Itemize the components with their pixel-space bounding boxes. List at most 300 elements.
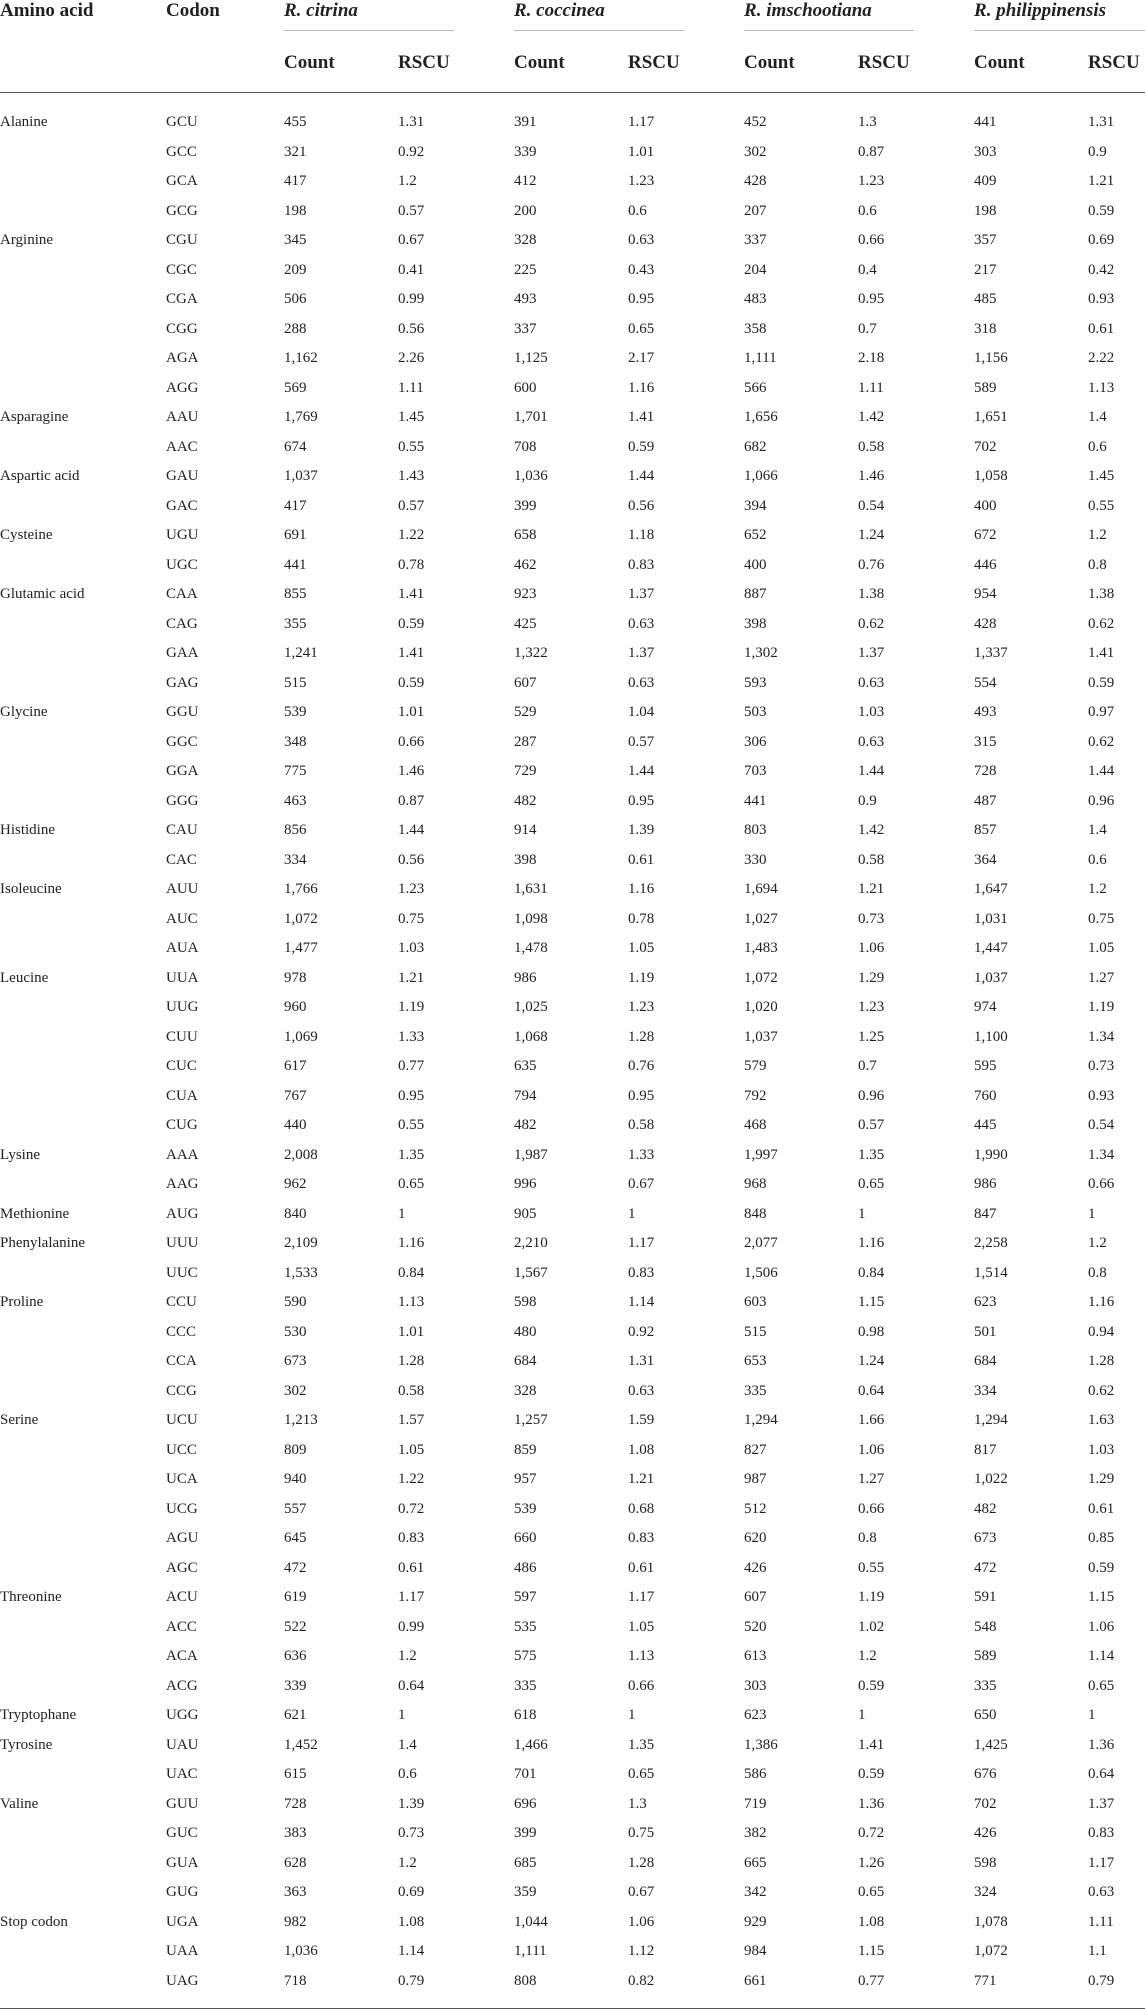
rscu-cell: 1.2: [1088, 527, 1107, 544]
table-row: [0, 285, 1145, 315]
table-row: [0, 315, 1145, 345]
rscu-cell: 0.75: [398, 910, 425, 927]
rscu-cell: 0.67: [628, 1884, 655, 1901]
count-cell: 623: [974, 1294, 997, 1311]
count-cell: 1,036: [284, 1943, 318, 1960]
codon-cell: CUG: [166, 1117, 198, 1134]
rscu-cell: 1.16: [398, 1235, 425, 1252]
count-cell: 1,386: [744, 1736, 778, 1753]
rscu-cell: 1.12: [628, 1943, 655, 1960]
count-cell: 960: [284, 999, 307, 1016]
codon-cell: UCG: [166, 1500, 198, 1517]
rscu-cell: 1.11: [398, 379, 424, 396]
codon-cell: UGA: [166, 1913, 199, 1930]
rscu-cell: 0.96: [858, 1087, 885, 1104]
header-row-metrics: [0, 34, 1145, 93]
count-cell: 775: [284, 763, 307, 780]
rscu-cell: 1.3: [858, 114, 877, 131]
count-cell: 1,651: [974, 409, 1008, 426]
amino-acid-cell: [0, 1819, 166, 1849]
amino-acid-cell: Histidine: [0, 822, 55, 839]
count-cell: 335: [514, 1677, 537, 1694]
rscu-cell: 1.06: [858, 1441, 885, 1458]
codon-cell: AGC: [166, 1559, 198, 1576]
rscu-cell: 1.06: [628, 1913, 655, 1930]
rscu-cell: 1.06: [1088, 1618, 1115, 1635]
table-row: [0, 1170, 1145, 1200]
count-cell: 1,100: [974, 1028, 1008, 1045]
count-cell: 1,037: [974, 969, 1008, 986]
rscu-cell: 0.65: [1088, 1677, 1115, 1694]
rscu-cell: 1.29: [1088, 1471, 1115, 1488]
count-cell: 617: [284, 1058, 307, 1075]
rscu-cell: 1.37: [628, 586, 655, 603]
count-cell: 957: [514, 1471, 537, 1488]
rscu-cell: 0.73: [398, 1825, 425, 1842]
count-cell: 1,072: [744, 969, 778, 986]
amino-acid-cell: Stop codon: [0, 1913, 68, 1930]
rscu-cell: 0.65: [628, 320, 655, 337]
count-cell: 1,987: [514, 1146, 548, 1163]
count-cell: 539: [284, 704, 307, 721]
rscu-cell: 1: [628, 1205, 636, 1222]
rscu-cell: 1.03: [1088, 1441, 1115, 1458]
rscu-cell: 0.66: [1088, 1176, 1115, 1193]
count-cell: 1,506: [744, 1264, 778, 1281]
rscu-cell: 1.23: [858, 173, 885, 190]
amino-acid-cell: [0, 1082, 166, 1112]
amino-acid-cell: Leucine: [0, 969, 49, 986]
rscu-cell: 1.39: [628, 822, 655, 839]
count-cell: 1,302: [744, 645, 778, 662]
count-cell: 1,068: [514, 1028, 548, 1045]
rscu-cell: 0.73: [858, 910, 885, 927]
count-cell: 589: [974, 1648, 997, 1665]
rscu-cell: 1.11: [1088, 1913, 1114, 1930]
count-cell: 522: [284, 1618, 307, 1635]
codon-cell: UAA: [166, 1943, 199, 1960]
count-cell: 1,078: [974, 1913, 1008, 1930]
table-row: [0, 1436, 1145, 1466]
count-cell: 303: [974, 143, 997, 160]
count-cell: 339: [514, 143, 537, 160]
codon-cell: GGU: [166, 704, 199, 721]
rscu-cell: 1.44: [1088, 763, 1115, 780]
codon-cell: ACA: [166, 1648, 198, 1665]
count-cell: 808: [514, 1972, 537, 1989]
count-cell: 209: [284, 261, 307, 278]
rscu-cell: 0.62: [1088, 615, 1115, 632]
codon-cell: CUU: [166, 1028, 198, 1045]
rscu-cell: 1.38: [858, 586, 885, 603]
count-cell: 650: [974, 1707, 997, 1724]
count-cell: 589: [974, 379, 997, 396]
rscu-cell: 0.79: [1088, 1972, 1115, 1989]
rscu-cell: 1.17: [628, 1235, 655, 1252]
count-cell: 1,483: [744, 940, 778, 957]
rscu-cell: 1.01: [628, 143, 655, 160]
header-species: [744, 0, 974, 34]
count-cell: 321: [284, 143, 307, 160]
rscu-cell: 1: [1088, 1205, 1096, 1222]
codon-cell: CAA: [166, 586, 198, 603]
header-blank: [166, 34, 284, 93]
count-cell: 696: [514, 1795, 537, 1812]
count-cell: 501: [974, 1323, 997, 1340]
codon-cell: CCU: [166, 1294, 197, 1311]
count-cell: 357: [974, 232, 997, 249]
count-cell: 728: [284, 1795, 307, 1812]
rscu-cell: 0.99: [398, 291, 425, 308]
rscu-cell: 1.44: [398, 822, 425, 839]
count-cell: 673: [284, 1353, 307, 1370]
count-cell: 455: [284, 114, 307, 131]
codon-cell: CUC: [166, 1058, 197, 1075]
count-cell: 337: [514, 320, 537, 337]
table-row: [0, 226, 1145, 256]
table-row: [0, 1288, 1145, 1318]
table-row: [0, 964, 1145, 994]
rscu-cell: 0.97: [1088, 704, 1115, 721]
rscu-cell: 1.21: [398, 969, 425, 986]
table-row: [0, 462, 1145, 492]
count-cell: 1,241: [284, 645, 318, 662]
table-row: [0, 580, 1145, 610]
table-row: [0, 1613, 1145, 1643]
rscu-cell: 1.3: [628, 1795, 647, 1812]
rscu-cell: 1.23: [628, 999, 655, 1016]
amino-acid-cell: [0, 167, 166, 197]
rscu-cell: 0.59: [628, 438, 655, 455]
amino-acid-cell: [0, 1436, 166, 1466]
amino-acid-cell: Aspartic acid: [0, 468, 80, 485]
count-cell: 315: [974, 733, 997, 750]
table-row: [0, 639, 1145, 669]
count-cell: 472: [284, 1559, 307, 1576]
count-cell: 987: [744, 1471, 767, 1488]
count-cell: 623: [744, 1707, 767, 1724]
rscu-cell: 1.37: [628, 645, 655, 662]
count-cell: 1,044: [514, 1913, 548, 1930]
count-cell: 658: [514, 527, 537, 544]
rscu-cell: 1.2: [398, 1648, 417, 1665]
rscu-cell: 0.87: [398, 792, 425, 809]
count-cell: 968: [744, 1176, 767, 1193]
rscu-cell: 0.68: [628, 1500, 655, 1517]
codon-cell: AUA: [166, 940, 199, 957]
rscu-cell: 0.62: [858, 615, 885, 632]
table-row: [0, 1052, 1145, 1082]
rscu-cell: 0.6: [1088, 438, 1107, 455]
table-row: [0, 492, 1145, 522]
amino-acid-cell: [0, 433, 166, 463]
count-cell: 2,210: [514, 1235, 548, 1252]
codon-cell: ACU: [166, 1589, 198, 1606]
count-cell: 1,111: [514, 1943, 547, 1960]
count-cell: 684: [514, 1353, 537, 1370]
amino-acid-cell: [0, 1967, 166, 1997]
rscu-cell: 1.14: [628, 1294, 655, 1311]
rscu-cell: 0.85: [1088, 1530, 1115, 1547]
count-cell: 428: [974, 615, 997, 632]
header-rscu: RSCU: [858, 34, 974, 93]
table-row: [0, 1878, 1145, 1908]
amino-acid-cell: [0, 551, 166, 581]
rscu-cell: 1.08: [858, 1913, 885, 1930]
table-row: [0, 1318, 1145, 1348]
table-row: [0, 993, 1145, 1023]
count-cell: 337: [744, 232, 767, 249]
rscu-cell: 0.6: [1088, 851, 1107, 868]
table-row: [0, 197, 1145, 227]
rscu-cell: 1.19: [858, 1589, 885, 1606]
codon-cell: CGU: [166, 232, 198, 249]
rscu-cell: 1.13: [628, 1648, 655, 1665]
rscu-cell: 1.23: [398, 881, 425, 898]
count-cell: 485: [974, 291, 997, 308]
count-cell: 615: [284, 1766, 307, 1783]
count-cell: 1,447: [974, 940, 1008, 957]
rscu-cell: 0.63: [628, 1382, 655, 1399]
rscu-cell: 1.2: [398, 1854, 417, 1871]
rscu-cell: 1.02: [858, 1618, 885, 1635]
rscu-cell: 1.41: [1088, 645, 1115, 662]
table-row: [0, 1908, 1145, 1938]
rscu-cell: 1.15: [1088, 1589, 1115, 1606]
amino-acid-cell: Asparagine: [0, 409, 69, 426]
codon-cell: GGG: [166, 792, 199, 809]
table-row: [0, 108, 1145, 138]
count-cell: 440: [284, 1117, 307, 1134]
rscu-cell: 1.06: [858, 940, 885, 957]
rscu-cell: 0.95: [628, 291, 655, 308]
table-row: [0, 1082, 1145, 1112]
count-cell: 452: [744, 114, 767, 131]
rscu-cell: 0.79: [398, 1972, 425, 1989]
amino-acid-cell: [0, 1937, 166, 1967]
count-cell: 809: [284, 1441, 307, 1458]
count-cell: 425: [514, 615, 537, 632]
codon-cell: CGA: [166, 291, 198, 308]
count-cell: 817: [974, 1441, 997, 1458]
rscu-cell: 0.76: [628, 1058, 655, 1075]
rscu-cell: 1.44: [628, 468, 655, 485]
count-cell: 653: [744, 1353, 767, 1370]
rscu-cell: 0.65: [858, 1176, 885, 1193]
rscu-cell: 1.08: [628, 1441, 655, 1458]
count-cell: 548: [974, 1618, 997, 1635]
rscu-cell: 1.28: [628, 1854, 655, 1871]
count-cell: 535: [514, 1618, 537, 1635]
codon-cell: AAG: [166, 1176, 199, 1193]
rscu-cell: 1.17: [1088, 1854, 1115, 1871]
rscu-cell: 0.58: [858, 438, 885, 455]
table-row: [0, 757, 1145, 787]
table-row: [0, 1023, 1145, 1053]
count-cell: 1,656: [744, 409, 778, 426]
count-cell: 324: [974, 1884, 997, 1901]
count-cell: 493: [974, 704, 997, 721]
header-count: Count: [514, 34, 628, 93]
rscu-cell: 1.2: [1088, 881, 1107, 898]
rscu-cell: 1.2: [1088, 1235, 1107, 1252]
amino-acid-cell: [0, 1465, 166, 1495]
rscu-cell: 1.03: [858, 704, 885, 721]
rscu-cell: 1.45: [398, 409, 425, 426]
rscu-cell: 0.43: [628, 261, 655, 278]
amino-acid-cell: Arginine: [0, 232, 54, 249]
rscu-cell: 1.19: [628, 969, 655, 986]
rscu-cell: 1.16: [628, 379, 655, 396]
count-cell: 607: [744, 1589, 767, 1606]
count-cell: 1,098: [514, 910, 548, 927]
header-row-species: [0, 0, 1145, 34]
rscu-cell: 0.57: [398, 497, 425, 514]
count-cell: 198: [974, 202, 997, 219]
codon-cell: GUU: [166, 1795, 199, 1812]
count-cell: 428: [744, 173, 767, 190]
count-cell: 660: [514, 1530, 537, 1547]
table-row: [0, 728, 1145, 758]
count-cell: 1,294: [974, 1412, 1008, 1429]
count-cell: 645: [284, 1530, 307, 1547]
rscu-cell: 1.01: [398, 1323, 425, 1340]
rscu-cell: 0.59: [1088, 674, 1115, 691]
codon-cell: UAU: [166, 1736, 199, 1753]
count-cell: 607: [514, 674, 537, 691]
rscu-cell: 0.95: [628, 792, 655, 809]
amino-acid-cell: [0, 492, 166, 522]
rscu-cell: 0.84: [858, 1264, 885, 1281]
count-cell: 986: [514, 969, 537, 986]
count-cell: 446: [974, 556, 997, 573]
codon-cell: UUG: [166, 999, 199, 1016]
count-cell: 394: [744, 497, 767, 514]
rscu-cell: 1.46: [858, 468, 885, 485]
rscu-cell: 0.41: [398, 261, 425, 278]
count-cell: 359: [514, 1884, 537, 1901]
count-cell: 2,258: [974, 1235, 1008, 1252]
rscu-cell: 0.66: [628, 1677, 655, 1694]
rscu-cell: 0.72: [858, 1825, 885, 1842]
count-cell: 940: [284, 1471, 307, 1488]
amino-acid-cell: [0, 138, 166, 168]
count-cell: 358: [744, 320, 767, 337]
rscu-cell: 1.1: [1088, 1943, 1107, 1960]
header-rscu: RSCU: [628, 34, 744, 93]
codon-cell: AUC: [166, 910, 198, 927]
header-species: [514, 0, 744, 34]
header-count: Count: [974, 34, 1088, 93]
rscu-cell: 1.2: [398, 173, 417, 190]
codon-cell: GAU: [166, 468, 199, 485]
count-cell: 207: [744, 202, 767, 219]
count-cell: 1,766: [284, 881, 318, 898]
rscu-cell: 1.19: [398, 999, 425, 1016]
table-row: [0, 1967, 1145, 1997]
rscu-cell: 1.37: [1088, 1795, 1115, 1812]
rscu-cell: 1.59: [628, 1412, 655, 1429]
rscu-cell: 1.16: [628, 881, 655, 898]
count-cell: 468: [744, 1117, 767, 1134]
rscu-cell: 0.83: [628, 1264, 655, 1281]
codon-cell: ACG: [166, 1677, 198, 1694]
rscu-cell: 0.93: [1088, 291, 1115, 308]
count-cell: 590: [284, 1294, 307, 1311]
amino-acid-cell: [0, 1377, 166, 1407]
count-cell: 306: [744, 733, 767, 750]
rscu-cell: 1: [1088, 1707, 1096, 1724]
table-row: [0, 1200, 1145, 1230]
count-cell: 929: [744, 1913, 767, 1930]
count-cell: 287: [514, 733, 537, 750]
rscu-cell: 1.17: [398, 1589, 425, 1606]
table-row: [0, 816, 1145, 846]
count-cell: 363: [284, 1884, 307, 1901]
rscu-cell: 1.35: [628, 1736, 655, 1753]
rscu-cell: 0.94: [1088, 1323, 1115, 1340]
count-cell: 1,069: [284, 1028, 318, 1045]
count-cell: 1,156: [974, 350, 1008, 367]
rscu-cell: 0.6: [628, 202, 647, 219]
rscu-cell: 0.6: [858, 202, 877, 219]
amino-acid-cell: [0, 1672, 166, 1702]
table-row: [0, 1937, 1145, 1967]
rscu-cell: 0.59: [398, 674, 425, 691]
codon-cell: GGA: [166, 763, 199, 780]
codon-cell: GCC: [166, 143, 197, 160]
table-row: [0, 1406, 1145, 1436]
count-cell: 482: [974, 1500, 997, 1517]
rscu-cell: 1.22: [398, 527, 425, 544]
table-row: [0, 167, 1145, 197]
count-cell: 463: [284, 792, 307, 809]
rscu-cell: 1.35: [858, 1146, 885, 1163]
count-cell: 198: [284, 202, 307, 219]
rscu-cell: 0.8: [858, 1530, 877, 1547]
amino-acid-cell: [0, 905, 166, 935]
count-cell: 204: [744, 261, 767, 278]
rscu-cell: 0.59: [398, 615, 425, 632]
count-cell: 1,514: [974, 1264, 1008, 1281]
rscu-cell: 1.39: [398, 1795, 425, 1812]
count-cell: 684: [974, 1353, 997, 1370]
count-cell: 619: [284, 1589, 307, 1606]
count-cell: 600: [514, 379, 537, 396]
rscu-cell: 1.26: [858, 1854, 885, 1871]
codon-cell: AGU: [166, 1530, 199, 1547]
rscu-cell: 1.27: [1088, 969, 1115, 986]
count-cell: 905: [514, 1205, 537, 1222]
count-cell: 334: [284, 851, 307, 868]
amino-acid-cell: Phenylalanine: [0, 1235, 85, 1252]
count-cell: 441: [744, 792, 767, 809]
codon-cell: AGG: [166, 379, 199, 396]
count-cell: 334: [974, 1382, 997, 1399]
rscu-cell: 0.72: [398, 1500, 425, 1517]
count-cell: 986: [974, 1176, 997, 1193]
rscu-cell: 0.77: [858, 1972, 885, 1989]
codon-cell: CCA: [166, 1353, 197, 1370]
rscu-cell: 0.98: [858, 1323, 885, 1340]
rscu-cell: 0.54: [858, 497, 885, 514]
amino-acid-cell: [0, 1023, 166, 1053]
rscu-cell: 0.55: [858, 1559, 885, 1576]
header-rscu: RSCU: [398, 34, 514, 93]
table-row: [0, 934, 1145, 964]
count-cell: 575: [514, 1648, 537, 1665]
codon-cell: UGC: [166, 556, 198, 573]
